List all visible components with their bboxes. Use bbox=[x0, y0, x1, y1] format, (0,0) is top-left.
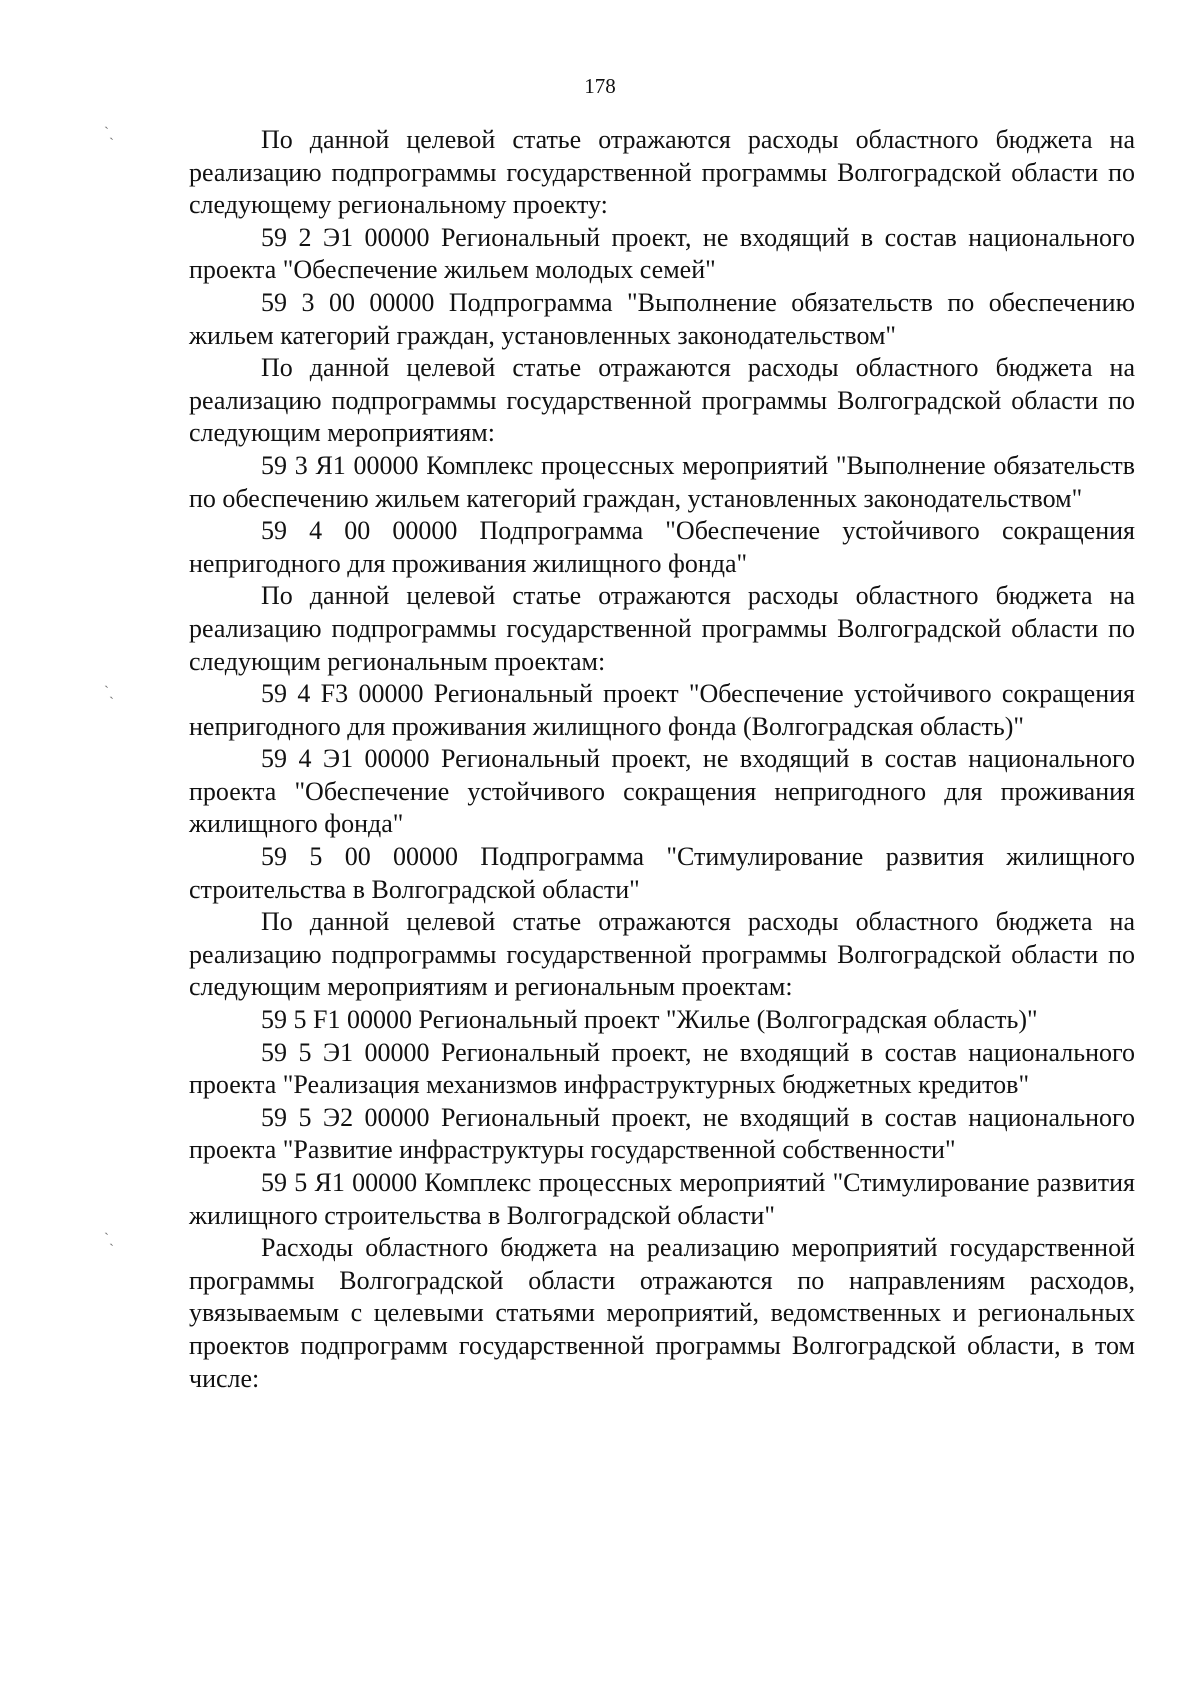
paragraph: 59 4 F3 00000 Региональный проект "Обеспечение устойчивого сокращения непригодного для проживания жилищного фонда (Волгоградская область)" bbox=[189, 679, 1135, 741]
paragraph: 59 3 Я1 00000 Комплекс процессных мероприятий "Выполнение обязательств по обеспечению жильем категорий граждан, установленных законодательством" bbox=[189, 450, 1135, 513]
paragraph: 59 4 Э1 00000 Региональный проект, не входящий в состав национального проекта "Обеспечение устойчивого сокращения непригодного для проживания жилищного фонда" bbox=[189, 744, 1135, 839]
margin-mark: `ˎ bbox=[104, 684, 114, 700]
paragraph: По данной целевой статье отражаются расходы областного бюджета на реализацию подпрограммы государственной программы Волгоградской области по следующим региональным проектам: bbox=[189, 581, 1135, 676]
document-body bbox=[189, 124, 1135, 1395]
paragraph: 59 5 Э1 00000 Региональный проект, не входящий в состав национального проекта "Реализация механизмов инфраструктурных бюджетных кредитов" bbox=[189, 1037, 1135, 1100]
paragraph: Расходы областного бюджета на реализацию мероприятий государственной программы Волгоградской области отражаются по направлениям расходов, увязываемым с целевыми статьями мероприятий, ведомственных и региональных проектов подпрограмм государственной программы Волгоградской области, в том числе: bbox=[189, 1233, 1135, 1393]
paragraph: 59 5 Я1 00000 Комплекс процессных мероприятий "Стимулирование развития жилищного строительства в Волгоградской области" bbox=[189, 1168, 1135, 1230]
paragraph: По данной целевой статье отражаются расходы областного бюджета на реализацию подпрограммы государственной программы Волгоградской области по следующим мероприятиям: bbox=[189, 353, 1135, 448]
paragraph: 59 4 00 00000 Подпрограмма "Обеспечение устойчивого сокращения непригодного для проживания жилищного фонда" bbox=[189, 516, 1135, 578]
margin-mark: `ˎ bbox=[104, 1231, 114, 1247]
paragraph: По данной целевой статье отражаются расходы областного бюджета на реализацию подпрограммы государственной программы Волгоградской области по следующим мероприятиям и региональным проектам: bbox=[189, 907, 1135, 1002]
paragraph: 59 5 Э2 00000 Региональный проект, не входящий в состав национального проекта "Развитие инфраструктуры государственной собственности" bbox=[189, 1102, 1135, 1165]
paragraph: 59 5 00 00000 Подпрограмма "Стимулирование развития жилищного строительства в Волгоградской области" bbox=[189, 842, 1135, 904]
paragraph: 59 5 F1 00000 Региональный проект "Жилье (Волгоградская область)" bbox=[261, 1005, 1038, 1035]
paragraph: 59 2 Э1 00000 Региональный проект, не входящий в состав национального проекта "Обеспечение жильем молодых семей" bbox=[189, 222, 1135, 285]
page-number: 178 bbox=[584, 74, 616, 98]
paragraph: По данной целевой статье отражаются расходы областного бюджета на реализацию подпрограммы государственной программы Волгоградской области по следующему региональному проекту: bbox=[189, 125, 1135, 220]
paragraph: 59 3 00 00000 Подпрограмма "Выполнение обязательств по обеспечению жильем категорий граждан, установленных законодательством" bbox=[189, 287, 1135, 350]
margin-mark: `ˎ bbox=[104, 125, 114, 141]
